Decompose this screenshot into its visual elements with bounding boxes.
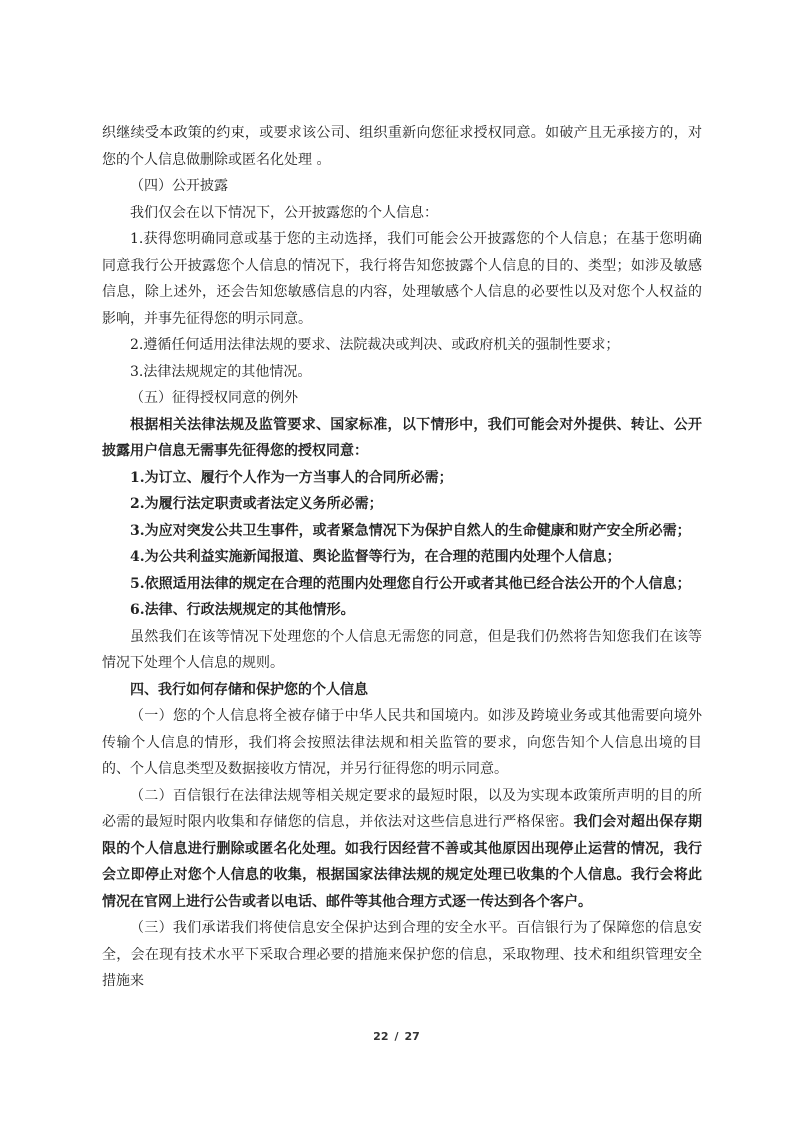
list-item-bold: 5.依照适用法律的规定在合理的范围内处理您自行公开或者其他已经合法公开的个人信息； — [130, 575, 691, 592]
paragraph-bold: 根据相关法律法规及监管要求、国家标准，以下情形中，我们可能会对外提供、转让、公开披露用户信息无需事先征得您的授权同意： — [102, 416, 702, 459]
paragraph-bold-part: 我们会对超出保存期限的个人信息进行删除或匿名化处理。如我行因经营不善或其他原因出现停止运营的情况，我行会立即停止对您个人信息的收集，根据国家法律法规的规定处理已收集的个人信息。我行会将此情况在官网上进行公告或者以电话、邮件等其他合理方式逐一传达到各个客户。 — [102, 814, 703, 910]
list-item-bold: 6.法律、行政法规规定的其他情形。 — [130, 602, 355, 618]
section-heading: 四、我行如何存储和保护您的个人信息 — [130, 681, 368, 698]
subsection-heading: （四）公开披露 — [130, 178, 228, 194]
paragraph: （三）我们承诺我们将使信息安全保护达到合理的安全水平。百信银行为了保障您的信息安全，会在现有技术水平下采取合理必要的措施来保护您的信息，采取物理、技术和组织管理安全措施来 — [102, 920, 702, 989]
document-body — [102, 120, 702, 995]
list-item: 2.遵循任何适用法律法规的要求、法院裁决或判决、或政府机关的强制性要求； — [130, 337, 620, 353]
list-item-bold: 4.为公共利益实施新闻报道、舆论监督等行为，在合理的范围内处理个人信息； — [130, 549, 621, 565]
page-number-total: 27 — [404, 1030, 420, 1043]
page-number-current: 22 — [373, 1030, 389, 1043]
subsection-heading: （五）征得授权同意的例外 — [130, 390, 298, 406]
list-item: 3.法律法规规定的其他情况。 — [130, 363, 312, 380]
list-item-bold: 2.为履行法定职责或者法定义务所必需； — [130, 496, 383, 512]
paragraph: （一）您的个人信息将全被存储于中华人民共和国境内。如涉及跨境业务或其他需要向境外传输个人信息的情形，我们将会按照法律法规和相关监管的要求，向您告知个人信息出境的目的、个人信息类型及数据接收方情况，并另行征得您的明示同意。 — [102, 708, 702, 777]
list-item-bold: 3.为应对突发公共卫生事件，或者紧急情况下为保护自然人的生命健康和财产安全所必需； — [130, 522, 691, 539]
list-item: 1.获得您明确同意或基于您的主动选择，我们可能会公开披露您的个人信息；在基于您明确同意我行公开披露您个人信息的情况下，我行将告知您披露个人信息的目的、类型；如涉及敏感信息，除上述外，还会告知您敏感信息的内容，处理敏感个人信息的必要性以及对您个人权益的影响，并事先征得您的明示同意。 — [102, 231, 702, 327]
paragraph-mixed — [102, 783, 702, 916]
paragraph: 虽然我们在该等情况下处理您的个人信息无需您的同意，但是我们仍然将告知您我们在该等情况下处理个人信息的规则。 — [102, 628, 702, 671]
page-number-separator: / — [394, 1030, 399, 1043]
page-footer — [0, 1030, 793, 1043]
paragraph: 织继续受本政策的约束，或要求该公司、组织重新向您征求授权同意。如破产且无承接方的，对您的个人信息做删除或匿名化处理 。 — [102, 125, 702, 168]
paragraph-normal-part: （二）百信银行在法律法规等相关规定要求的最短时限，以及为实现本政策所声明的目的所必需的最短时限内收集和存储您的信息，并依法对这些信息进行严格保密。 — [102, 787, 702, 830]
paragraph: 我们仅会在以下情况下，公开披露您的个人信息： — [130, 204, 438, 221]
list-item-bold: 1.为订立、履行个人作为一方当事人的合同所必需； — [130, 469, 453, 486]
